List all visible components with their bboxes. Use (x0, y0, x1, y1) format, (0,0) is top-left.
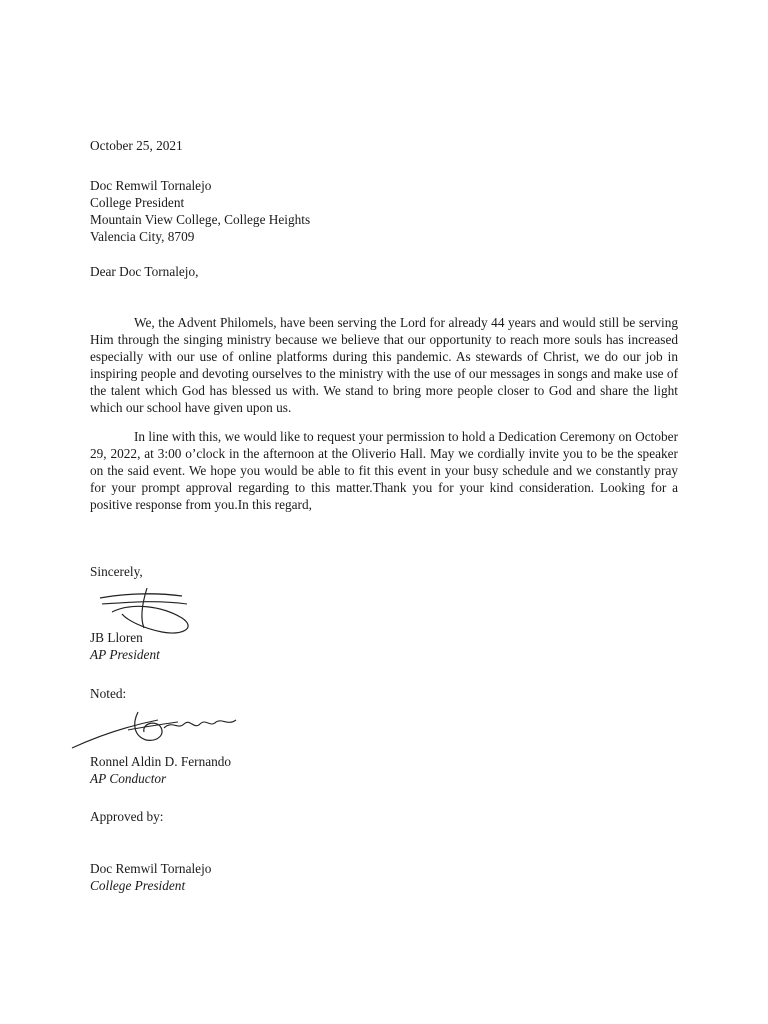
body-paragraph-1: We, the Advent Philomels, have been serving the Lord for already 44 years and would still be serving Him through the singing ministry because we believe that our opportunity to reach more souls has increased especially with our use of online platforms during this pandemic. As stewards of Christ, we do our job in inspiring people and devoting ourselves to the ministry with the use of our messages in songs and make use of the talent which God has blessed us with. We stand to bring more people closer to God and share the light which our school have given upon us. (90, 315, 678, 415)
body-paragraph-2: In line with this, we would like to request your permission to hold a Dedication Ceremony on October 29, 2022, at 3:00 o’clock in the afternoon at the Oliverio Hall. May we cordially invite you to be the speaker on the said event. We hope you would be able to fit this event in your busy schedule and we constantly pray for your prompt approval regarding to this matter.Thank you for your kind consideration. Looking for a positive response from you.In this regard, (90, 429, 678, 512)
recipient-address-line2: Valencia City, 8709 (90, 229, 195, 244)
approved-by-block (90, 860, 678, 894)
noted-by-name: Ronnel Aldin D. Fernando (90, 754, 232, 769)
noted-by-signature (68, 706, 248, 756)
noted-label: Noted: (90, 686, 127, 701)
noted-by-title: AP Conductor (90, 771, 167, 786)
recipient-title: College President (90, 195, 185, 210)
approved-by-title: College President (90, 878, 186, 893)
letter-date: October 25, 2021 (90, 138, 183, 153)
sender-title: AP President (90, 647, 160, 662)
closing: Sincerely, (90, 564, 143, 579)
sender-block (90, 629, 678, 663)
recipient-name: Doc Remwil Tornalejo (90, 178, 212, 193)
noted-by-block (90, 753, 678, 787)
sender-name: JB Lloren (90, 630, 143, 645)
approved-by-name: Doc Remwil Tornalejo (90, 861, 212, 876)
salutation: Dear Doc Tornalejo, (90, 264, 199, 279)
recipient-address-line1: Mountain View College, College Heights (90, 212, 311, 227)
recipient-address-block (90, 177, 678, 245)
approved-label: Approved by: (90, 809, 164, 824)
